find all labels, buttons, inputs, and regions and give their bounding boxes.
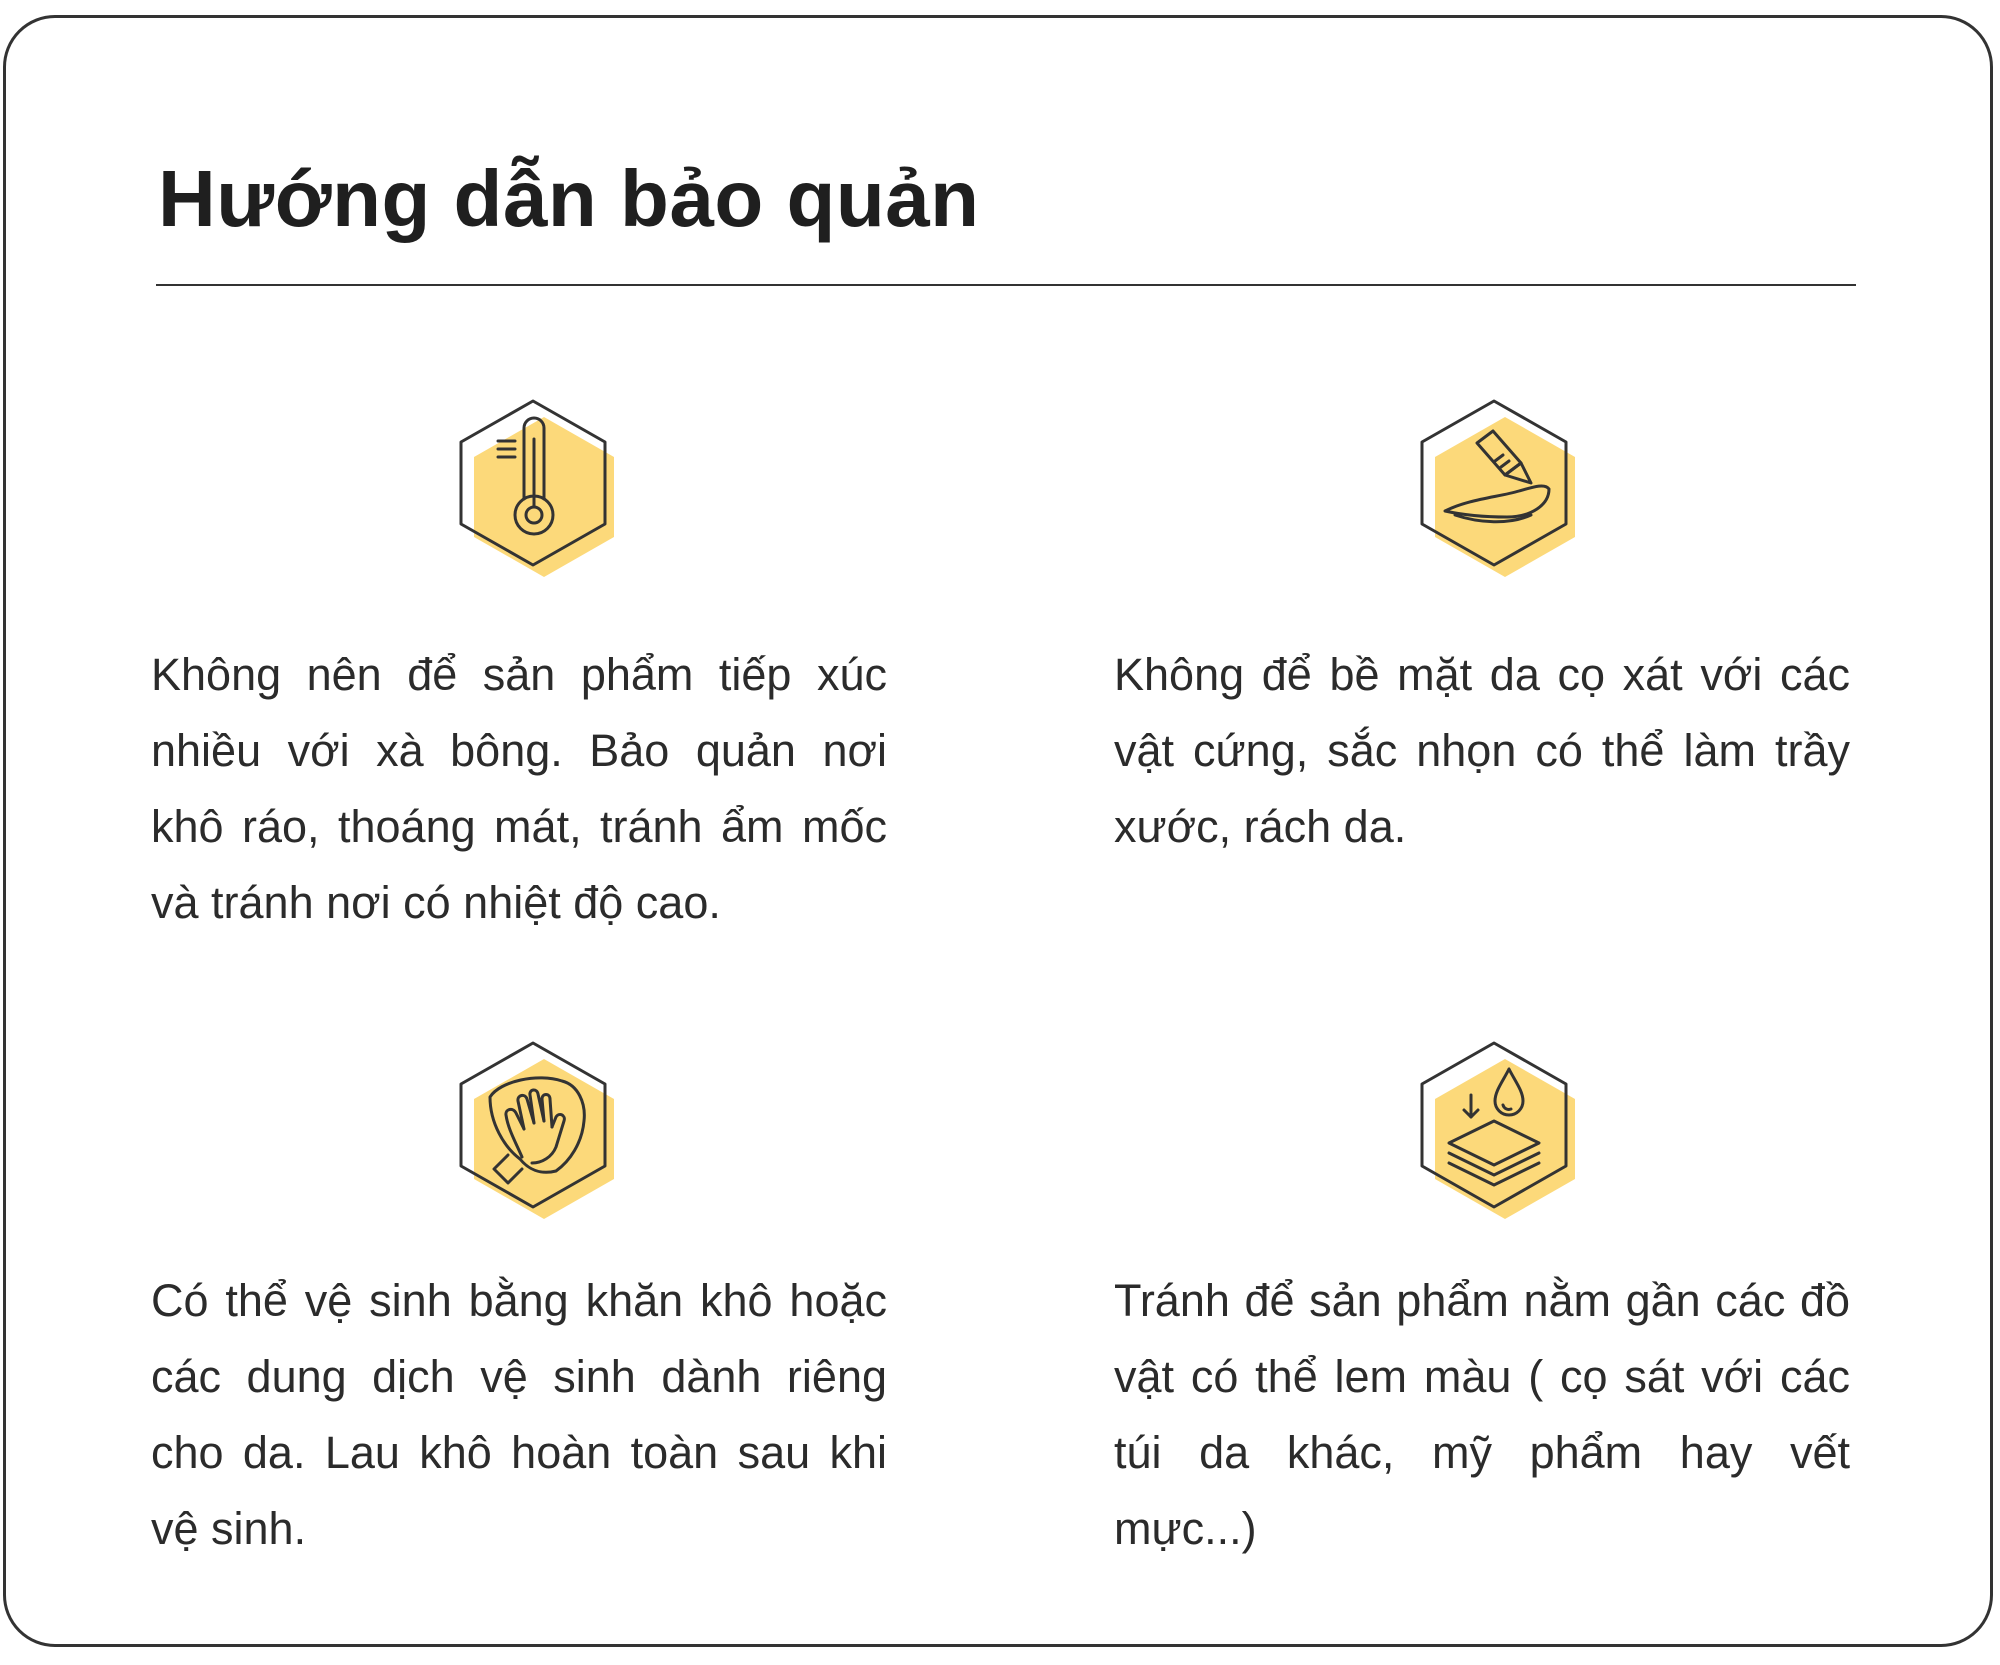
tip-text: Có thể vệ sinh bằng khăn khô hoặc các dung dịch vệ sinh dành riêng cho da. Lau khô hoàn toàn sau khi vệ sinh. (151, 1275, 887, 1554)
tip-text: Không để bề mặt da cọ xát với các vật cứng, sắc nhọn có thể làm trầy xước, rách da. (1114, 649, 1850, 852)
water-drop-layers-icon (1399, 1025, 1589, 1235)
care-guide-card (3, 15, 1993, 1647)
hand-wiping-cloth-icon (438, 1025, 628, 1235)
tip-text: Tránh để sản phẩm nằm gần các đồ vật có thể lem màu ( cọ sát với các túi da khác, mỹ phẩm hay vết mực...) (1114, 1275, 1850, 1554)
page-title: Hướng dẫn bảo quản (158, 154, 980, 243)
tip-text: Không nên để sản phẩm tiếp xúc nhiều với xà bông. Bảo quản nơi khô ráo, thoáng mát, tránh ẩm mốc và tránh nơi có nhiệt độ cao. (151, 649, 887, 928)
thermometer-icon (438, 383, 628, 593)
knife-cutting-leather-icon (1399, 383, 1589, 593)
title-divider (156, 284, 1856, 286)
